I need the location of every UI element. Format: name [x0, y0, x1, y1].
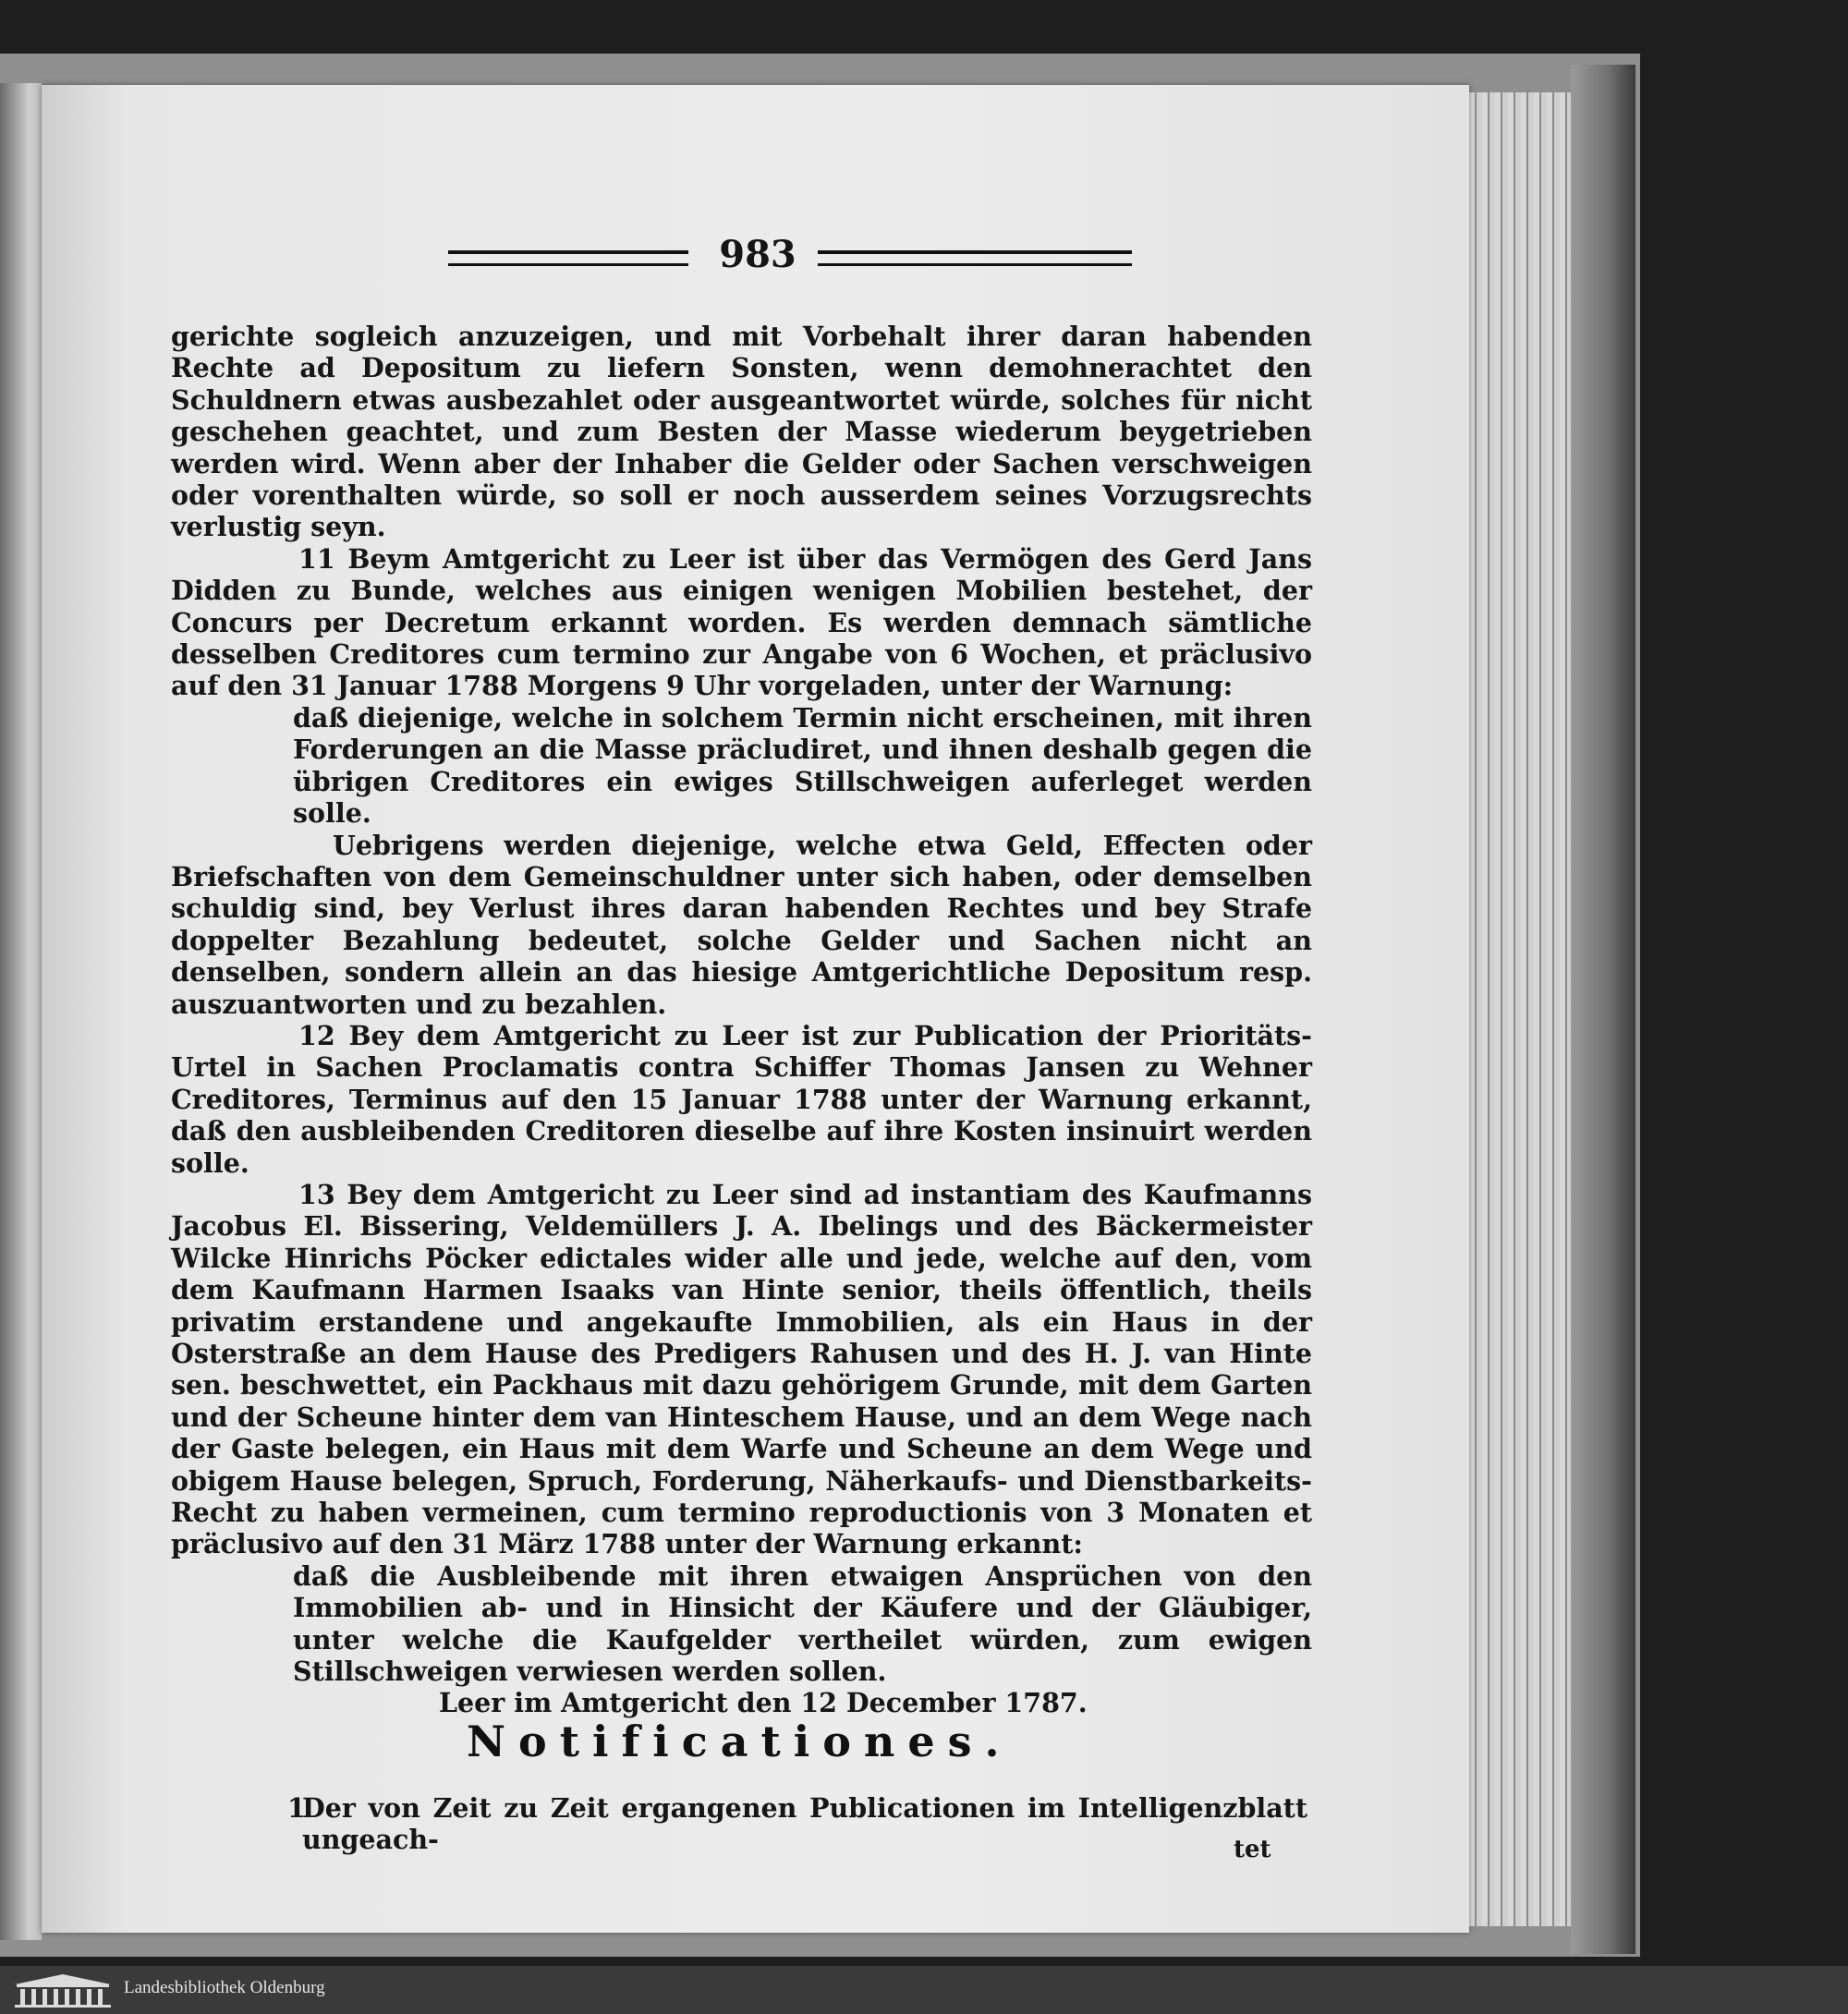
paragraph-12: 12 Bey dem Amtgericht zu Leer ist zur Publication der Prioritäts-Urtel in Sachen Proclamatis contra Schiffer Thomas Jansen zu Wehner Creditores, Terminus auf den 15 Januar 1788 unter der Warnung erkannt, daß den ausbleibenden Creditoren dieselbe auf ihre Kosten insinuirt werden solle. [171, 1019, 1312, 1179]
paragraph-11: 11 Beym Amtgericht zu Leer ist über das Vermögen des Gerd Jans Didden zu Bunde, welches aus einigen wenigen Mobilien bestehet, der Concurs per Decretum erkannt worden. Es werden demnach sämtliche desselben Creditores cum termino zur Angabe von 6 Wochen, et präclusivo auf den 31 Januar 1788 Morgens 9 Uhr vorgeladen, unter der Warnung: [171, 542, 1312, 702]
item-number: 1 [287, 1792, 306, 1824]
left-page-edge [0, 83, 42, 1940]
header-rule-left [448, 250, 688, 266]
paragraph-13-warning: daß die Ausbleibende mit ihren etwaigen Ansprüchen von den Immobilien ab- und in Hinsicht der Käufere und der Gläubiger, unter welche die Kaufgelder vertheilet würden, zum ewigen Stillschweigen verwiesen werden sollen. [293, 1559, 1312, 1688]
library-name: Landesbibliothek Oldenburg [124, 1978, 325, 1997]
notification-item-1 [287, 1792, 1307, 1855]
page-header [439, 233, 1326, 279]
paragraph-11-rest: Uebrigens werden diejenige, welche etwa Geld, Effecten oder Briefschaften von dem Gemeinschuldner unter sich haben, oder demselben schuldig sind, bey Verlust ihres daran habenden Rechtes und bey Strafe doppelter Bezahlung bedeutet, solche Gelder und Sachen nicht an denselben, sondern allein an das hiesige Amtgerichtliche Depositum resp. auszuantworten und zu bezahlen. [171, 829, 1312, 1020]
book-cover-edge [1571, 65, 1635, 1954]
item-text: Der von Zeit zu Zeit ergangenen Publicationen im Intelligenzblatt ungeach- [302, 1792, 1307, 1855]
paragraph-13: 13 Bey dem Amtgericht zu Leer sind ad instantiam des Kaufmanns Jacobus El. Bissering, Veldemüllers J. A. Ibelings und des Bäckermeister Wilcke Hinrichs Pöcker edictales wider alle und jede, welche auf den, vom dem Kaufmann Harmen Isaaks van Hinte senior, theils öffentlich, theils privatim erstandene und angekaufte Immobilien, als ein Haus in der Osterstraße an dem Hause des Predigers Rahusen und des H. J. van Hinte sen. beschwettet, ein Packhaus mit dazu gehörigem Grunde, mit dem Garten und der Scheune hinter dem van Hinteschem Hause, und an dem Wege nach der Gaste belegen, ein Haus mit dem Warfe und Scheune an dem Wege und obigem Hause belegen, Spruch, Forderung, Näherkaufs- und Dienstbarkeits-Recht zu haben vermeinen, cum termino reproductionis von 3 Monaten et präclusivo auf den 31 März 1788 unter der Warnung erkannt: [171, 1178, 1312, 1560]
header-rule-right [818, 250, 1132, 266]
catchword: tet [1234, 1836, 1271, 1863]
book-page [42, 85, 1469, 1933]
paragraph-13-signature: Leer im Amtgericht den 12 December 1787. [439, 1687, 1088, 1719]
paragraph-continuation: gerichte sogleich anzuzeigen, und mit Vorbehalt ihrer daran habenden Rechte ad Depositum zu liefern Sonsten, wenn demohnerachtet den Schuldnern etwas ausbezahlet oder ausgeantwortet würde, solches für nicht geschehen geachtet, und zum Besten der Masse wiederum beygetrieben werden wird. Wenn aber der Inhaber die Gelder oder Sachen verschweigen oder vorenthalten würde, so soll er noch ausserdem seines Vorzugsrechts verlustig seyn. [171, 321, 1312, 543]
page-text [171, 321, 1312, 1719]
paragraph-11-warning: daß diejenige, welche in solchem Termin nicht erscheinen, mit ihren Forderungen an die Masse präcludiret, und ihnen deshalb gegen die übrigen Creditores ein ewiges Stillschweigen auferleget werden solle. [293, 701, 1312, 830]
library-building-icon [11, 1972, 115, 2008]
footer-bar [0, 1966, 1848, 2014]
section-heading: Notificationes. [467, 1717, 1013, 1766]
page-number: 983 [719, 233, 796, 276]
